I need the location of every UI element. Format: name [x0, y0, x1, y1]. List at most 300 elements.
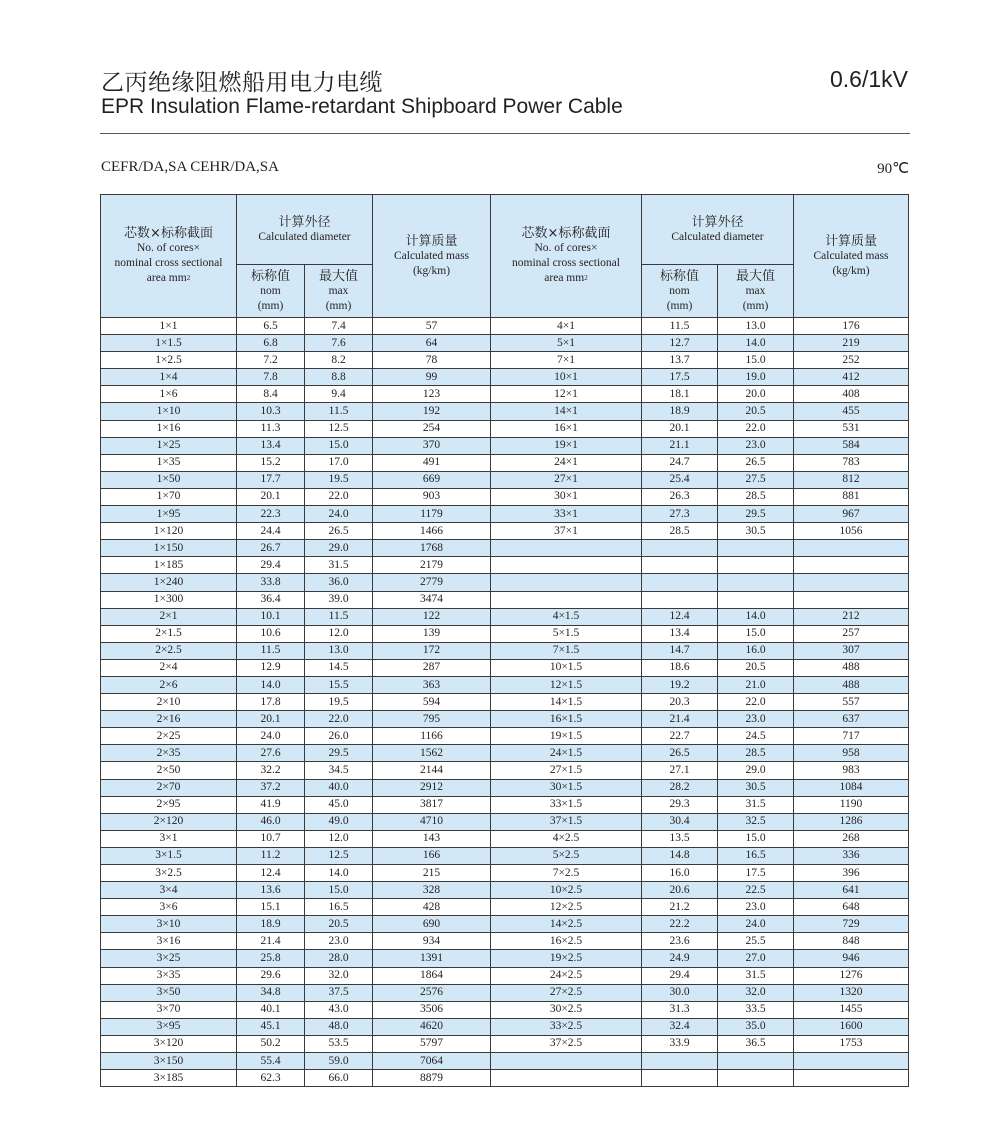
left-cores-cell: 1×150 [101, 540, 237, 557]
left-mass-cell: 192 [373, 403, 491, 420]
right-mass-cell: 848 [794, 933, 909, 950]
right-nom-diameter-cell: 12.4 [642, 608, 718, 625]
right-mass-cell: 983 [794, 762, 909, 779]
left-mass-cell: 215 [373, 865, 491, 882]
left-mass-cell: 64 [373, 335, 491, 352]
table-row [101, 506, 909, 523]
left-mass-cell: 491 [373, 454, 491, 471]
right-max-diameter-cell: 32.5 [718, 813, 794, 830]
left-cores-cell: 3×25 [101, 950, 237, 967]
right-nom-diameter-cell: 18.6 [642, 659, 718, 676]
left-nom-diameter-cell: 10.7 [237, 830, 305, 847]
left-nom-diameter-cell: 13.4 [237, 437, 305, 454]
right-nom-diameter-cell: 24.7 [642, 454, 718, 471]
table-row [101, 1018, 909, 1035]
right-mass-cell: 1190 [794, 796, 909, 813]
table-row [101, 711, 909, 728]
table-row [101, 420, 909, 437]
left-cores-cell: 2×2.5 [101, 642, 237, 659]
left-mass-cell: 78 [373, 352, 491, 369]
left-nom-diameter-cell: 17.8 [237, 694, 305, 711]
right-cores-cell: 19×1.5 [491, 728, 642, 745]
right-nom-diameter-cell: 18.9 [642, 403, 718, 420]
right-nom-diameter-cell: 22.2 [642, 916, 718, 933]
left-mass-cell: 690 [373, 916, 491, 933]
right-cores-cell: 4×2.5 [491, 830, 642, 847]
table-row [101, 899, 909, 916]
right-mass-cell: 967 [794, 506, 909, 523]
left-mass-cell: 1179 [373, 506, 491, 523]
right-nom-diameter-cell [642, 1070, 718, 1087]
right-mass-cell [794, 1070, 909, 1087]
right-nom-diameter-cell: 21.1 [642, 437, 718, 454]
right-max-diameter-cell [718, 574, 794, 591]
right-nom-diameter-cell: 30.4 [642, 813, 718, 830]
right-max-diameter-cell: 30.5 [718, 523, 794, 540]
left-nom-diameter-cell: 11.2 [237, 847, 305, 864]
right-mass-cell [794, 557, 909, 574]
right-max-diameter-cell: 22.5 [718, 882, 794, 899]
left-nom-diameter-cell: 20.1 [237, 488, 305, 505]
right-nom-diameter-cell: 31.3 [642, 1001, 718, 1018]
table-row [101, 352, 909, 369]
right-cores-cell: 27×1.5 [491, 762, 642, 779]
left-max-diameter-cell: 29.0 [305, 540, 373, 557]
left-max-diameter-cell: 7.4 [305, 318, 373, 335]
right-cores-cell: 5×1.5 [491, 625, 642, 642]
left-nom-diameter-cell: 37.2 [237, 779, 305, 796]
left-mass-cell: 594 [373, 694, 491, 711]
table-row [101, 950, 909, 967]
header-divider [100, 133, 910, 134]
left-nom-diameter-cell: 6.8 [237, 335, 305, 352]
right-cores-cell: 4×1 [491, 318, 642, 335]
right-max-diameter-cell: 23.0 [718, 437, 794, 454]
left-mass-cell: 1466 [373, 523, 491, 540]
left-cores-cell: 2×25 [101, 728, 237, 745]
right-mass-cell: 881 [794, 488, 909, 505]
right-max-diameter-cell: 14.0 [718, 608, 794, 625]
table-row [101, 557, 909, 574]
right-mass-cell: 1084 [794, 779, 909, 796]
right-cores-cell [491, 1053, 642, 1070]
right-cores-cell: 27×2.5 [491, 984, 642, 1001]
table-row [101, 1070, 909, 1087]
header-mass-right: 计算质量 Calculated mass (kg/km) [794, 195, 909, 318]
right-mass-cell: 717 [794, 728, 909, 745]
right-max-diameter-cell [718, 1070, 794, 1087]
left-cores-cell: 1×16 [101, 420, 237, 437]
left-cores-cell: 3×35 [101, 967, 237, 984]
model-codes: CEFR/DA,SA CEHR/DA,SA [101, 159, 279, 175]
right-nom-diameter-cell: 14.7 [642, 642, 718, 659]
table-row [101, 916, 909, 933]
left-nom-diameter-cell: 11.3 [237, 420, 305, 437]
table-row [101, 403, 909, 420]
left-max-diameter-cell: 24.0 [305, 506, 373, 523]
left-mass-cell: 8879 [373, 1070, 491, 1087]
left-mass-cell: 7064 [373, 1053, 491, 1070]
left-mass-cell: 139 [373, 625, 491, 642]
right-cores-cell: 12×2.5 [491, 899, 642, 916]
left-mass-cell: 363 [373, 676, 491, 693]
right-mass-cell: 1276 [794, 967, 909, 984]
left-max-diameter-cell: 59.0 [305, 1053, 373, 1070]
left-mass-cell: 1562 [373, 745, 491, 762]
right-nom-diameter-cell [642, 1053, 718, 1070]
right-nom-diameter-cell: 17.5 [642, 369, 718, 386]
right-mass-cell: 488 [794, 676, 909, 693]
right-max-diameter-cell: 13.0 [718, 318, 794, 335]
left-max-diameter-cell: 11.5 [305, 403, 373, 420]
left-max-diameter-cell: 45.0 [305, 796, 373, 813]
left-cores-cell: 3×2.5 [101, 865, 237, 882]
left-cores-cell: 2×50 [101, 762, 237, 779]
right-nom-diameter-cell: 27.1 [642, 762, 718, 779]
left-cores-cell: 2×1 [101, 608, 237, 625]
left-max-diameter-cell: 15.0 [305, 882, 373, 899]
left-cores-cell: 3×70 [101, 1001, 237, 1018]
table-row [101, 745, 909, 762]
left-cores-cell: 2×120 [101, 813, 237, 830]
left-cores-cell: 3×10 [101, 916, 237, 933]
left-mass-cell: 328 [373, 882, 491, 899]
right-max-diameter-cell: 28.5 [718, 488, 794, 505]
left-cores-cell: 2×70 [101, 779, 237, 796]
left-max-diameter-cell: 23.0 [305, 933, 373, 950]
table-body [101, 318, 909, 1087]
right-cores-cell: 24×2.5 [491, 967, 642, 984]
left-max-diameter-cell: 48.0 [305, 1018, 373, 1035]
table-row [101, 762, 909, 779]
page-title-en: EPR Insulation Flame-retardant Shipboard Power Cable [101, 95, 623, 118]
left-mass-cell: 428 [373, 899, 491, 916]
left-nom-diameter-cell: 13.6 [237, 882, 305, 899]
right-max-diameter-cell: 20.5 [718, 659, 794, 676]
header-mass-left: 计算质量 Calculated mass (kg/km) [373, 195, 491, 318]
table-row [101, 454, 909, 471]
right-mass-cell: 1320 [794, 984, 909, 1001]
right-cores-cell: 33×1.5 [491, 796, 642, 813]
table-row [101, 967, 909, 984]
right-nom-diameter-cell: 21.4 [642, 711, 718, 728]
right-max-diameter-cell: 15.0 [718, 352, 794, 369]
left-max-diameter-cell: 66.0 [305, 1070, 373, 1087]
right-nom-diameter-cell: 26.5 [642, 745, 718, 762]
right-cores-cell: 30×1.5 [491, 779, 642, 796]
header-diameter-right: 计算外径 Calculated diameter [642, 195, 794, 265]
left-max-diameter-cell: 17.0 [305, 454, 373, 471]
right-nom-diameter-cell: 24.9 [642, 950, 718, 967]
table-row [101, 847, 909, 864]
table-row [101, 523, 909, 540]
right-mass-cell: 212 [794, 608, 909, 625]
left-nom-diameter-cell: 14.0 [237, 676, 305, 693]
left-cores-cell: 1×50 [101, 471, 237, 488]
table-row [101, 984, 909, 1001]
right-cores-cell: 4×1.5 [491, 608, 642, 625]
table-row [101, 437, 909, 454]
table-row [101, 813, 909, 830]
right-cores-cell: 7×1 [491, 352, 642, 369]
left-nom-diameter-cell: 15.1 [237, 899, 305, 916]
header-cores-right: 芯数×标称截面 No. of cores× nominal cross sectional area $mm^2$ [491, 195, 642, 318]
left-mass-cell: 2179 [373, 557, 491, 574]
left-nom-diameter-cell: 22.3 [237, 506, 305, 523]
right-nom-diameter-cell: 27.3 [642, 506, 718, 523]
left-cores-cell: 3×50 [101, 984, 237, 1001]
left-cores-cell: 1×10 [101, 403, 237, 420]
left-nom-diameter-cell: 41.9 [237, 796, 305, 813]
left-max-diameter-cell: 32.0 [305, 967, 373, 984]
left-cores-cell: 1×95 [101, 506, 237, 523]
right-max-diameter-cell: 31.5 [718, 967, 794, 984]
left-mass-cell: 166 [373, 847, 491, 864]
right-max-diameter-cell: 29.5 [718, 506, 794, 523]
left-mass-cell: 99 [373, 369, 491, 386]
right-mass-cell: 531 [794, 420, 909, 437]
left-cores-cell: 3×4 [101, 882, 237, 899]
left-mass-cell: 4620 [373, 1018, 491, 1035]
left-nom-diameter-cell: 25.8 [237, 950, 305, 967]
right-nom-diameter-cell: 22.7 [642, 728, 718, 745]
left-cores-cell: 1×185 [101, 557, 237, 574]
table-row [101, 642, 909, 659]
right-nom-diameter-cell: 25.4 [642, 471, 718, 488]
right-max-diameter-cell: 35.0 [718, 1018, 794, 1035]
right-mass-cell: 257 [794, 625, 909, 642]
table-row [101, 540, 909, 557]
left-cores-cell: 1×6 [101, 386, 237, 403]
right-max-diameter-cell: 14.0 [718, 335, 794, 352]
table-row [101, 676, 909, 693]
left-max-diameter-cell: 19.5 [305, 694, 373, 711]
right-cores-cell: 33×1 [491, 506, 642, 523]
table-row [101, 796, 909, 813]
left-cores-cell: 2×4 [101, 659, 237, 676]
left-nom-diameter-cell: 10.1 [237, 608, 305, 625]
right-mass-cell [794, 574, 909, 591]
left-nom-diameter-cell: 29.6 [237, 967, 305, 984]
right-mass-cell: 1753 [794, 1035, 909, 1052]
table-row [101, 779, 909, 796]
right-nom-diameter-cell [642, 540, 718, 557]
right-mass-cell: 1286 [794, 813, 909, 830]
left-cores-cell: 2×35 [101, 745, 237, 762]
table-row [101, 608, 909, 625]
right-max-diameter-cell: 36.5 [718, 1035, 794, 1052]
left-max-diameter-cell: 9.4 [305, 386, 373, 403]
right-max-diameter-cell: 28.5 [718, 745, 794, 762]
right-cores-cell: 37×1 [491, 523, 642, 540]
right-max-diameter-cell [718, 591, 794, 608]
left-nom-diameter-cell: 7.2 [237, 352, 305, 369]
right-mass-cell: 958 [794, 745, 909, 762]
left-max-diameter-cell: 14.0 [305, 865, 373, 882]
table-row [101, 1035, 909, 1052]
header-max-left: 最大值 max (mm) [305, 265, 373, 318]
right-nom-diameter-cell: 13.7 [642, 352, 718, 369]
right-cores-cell: 24×1.5 [491, 745, 642, 762]
right-max-diameter-cell [718, 557, 794, 574]
table-row [101, 471, 909, 488]
right-cores-cell [491, 574, 642, 591]
right-mass-cell: 641 [794, 882, 909, 899]
right-nom-diameter-cell [642, 557, 718, 574]
left-nom-diameter-cell: 17.7 [237, 471, 305, 488]
right-mass-cell [794, 1053, 909, 1070]
right-max-diameter-cell: 19.0 [718, 369, 794, 386]
right-cores-cell: 19×2.5 [491, 950, 642, 967]
right-cores-cell: 10×1.5 [491, 659, 642, 676]
left-max-diameter-cell: 53.5 [305, 1035, 373, 1052]
left-nom-diameter-cell: 18.9 [237, 916, 305, 933]
right-max-diameter-cell: 27.0 [718, 950, 794, 967]
left-mass-cell: 57 [373, 318, 491, 335]
right-max-diameter-cell: 25.5 [718, 933, 794, 950]
left-mass-cell: 3506 [373, 1001, 491, 1018]
header-max-right: 最大值 max (mm) [718, 265, 794, 318]
left-mass-cell: 3817 [373, 796, 491, 813]
right-cores-cell: 37×1.5 [491, 813, 642, 830]
right-nom-diameter-cell: 16.0 [642, 865, 718, 882]
left-cores-cell: 1×25 [101, 437, 237, 454]
right-nom-diameter-cell: 33.9 [642, 1035, 718, 1052]
right-mass-cell: 176 [794, 318, 909, 335]
table-row [101, 933, 909, 950]
right-max-diameter-cell: 15.0 [718, 830, 794, 847]
right-mass-cell: 396 [794, 865, 909, 882]
temperature-rating: 90℃ [877, 161, 909, 177]
left-max-diameter-cell: 15.5 [305, 676, 373, 693]
left-max-diameter-cell: 8.8 [305, 369, 373, 386]
right-max-diameter-cell [718, 540, 794, 557]
header-diameter-left: 计算外径 Calculated diameter [237, 195, 373, 265]
left-cores-cell: 3×16 [101, 933, 237, 950]
header-nom-right: 标称值 nom (mm) [642, 265, 718, 318]
right-nom-diameter-cell: 23.6 [642, 933, 718, 950]
right-mass-cell: 219 [794, 335, 909, 352]
right-nom-diameter-cell: 21.2 [642, 899, 718, 916]
left-mass-cell: 1864 [373, 967, 491, 984]
left-max-diameter-cell: 28.0 [305, 950, 373, 967]
left-nom-diameter-cell: 24.4 [237, 523, 305, 540]
table-row [101, 386, 909, 403]
table-row [101, 369, 909, 386]
right-max-diameter-cell: 21.0 [718, 676, 794, 693]
left-cores-cell: 1×240 [101, 574, 237, 591]
right-nom-diameter-cell: 20.3 [642, 694, 718, 711]
right-nom-diameter-cell: 28.5 [642, 523, 718, 540]
left-max-diameter-cell: 40.0 [305, 779, 373, 796]
left-mass-cell: 123 [373, 386, 491, 403]
left-max-diameter-cell: 15.0 [305, 437, 373, 454]
right-max-diameter-cell: 27.5 [718, 471, 794, 488]
right-max-diameter-cell: 24.5 [718, 728, 794, 745]
left-nom-diameter-cell: 24.0 [237, 728, 305, 745]
table-row [101, 830, 909, 847]
cable-spec-table [100, 194, 909, 1087]
left-mass-cell: 1166 [373, 728, 491, 745]
left-max-diameter-cell: 22.0 [305, 488, 373, 505]
left-cores-cell: 3×150 [101, 1053, 237, 1070]
left-nom-diameter-cell: 12.9 [237, 659, 305, 676]
left-nom-diameter-cell: 62.3 [237, 1070, 305, 1087]
left-nom-diameter-cell: 6.5 [237, 318, 305, 335]
right-cores-cell: 19×1 [491, 437, 642, 454]
right-nom-diameter-cell: 29.3 [642, 796, 718, 813]
left-cores-cell: 1×120 [101, 523, 237, 540]
header-nom-left: 标称值 nom (mm) [237, 265, 305, 318]
left-cores-cell: 2×1.5 [101, 625, 237, 642]
left-mass-cell: 254 [373, 420, 491, 437]
right-cores-cell: 12×1.5 [491, 676, 642, 693]
right-nom-diameter-cell: 19.2 [642, 676, 718, 693]
left-max-diameter-cell: 8.2 [305, 352, 373, 369]
left-max-diameter-cell: 14.5 [305, 659, 373, 676]
voltage-rating: 0.6/1kV [830, 66, 908, 92]
left-cores-cell: 3×6 [101, 899, 237, 916]
left-cores-cell: 1×300 [101, 591, 237, 608]
table-row [101, 865, 909, 882]
left-max-diameter-cell: 16.5 [305, 899, 373, 916]
left-nom-diameter-cell: 55.4 [237, 1053, 305, 1070]
left-max-diameter-cell: 11.5 [305, 608, 373, 625]
left-max-diameter-cell: 31.5 [305, 557, 373, 574]
right-mass-cell: 1455 [794, 1001, 909, 1018]
right-max-diameter-cell: 16.0 [718, 642, 794, 659]
right-max-diameter-cell: 31.5 [718, 796, 794, 813]
right-mass-cell: 1056 [794, 523, 909, 540]
left-nom-diameter-cell: 10.6 [237, 625, 305, 642]
left-mass-cell: 2144 [373, 762, 491, 779]
left-max-diameter-cell: 26.5 [305, 523, 373, 540]
left-max-diameter-cell: 34.5 [305, 762, 373, 779]
right-cores-cell: 14×1.5 [491, 694, 642, 711]
right-mass-cell: 268 [794, 830, 909, 847]
left-max-diameter-cell: 12.5 [305, 420, 373, 437]
left-nom-diameter-cell: 33.8 [237, 574, 305, 591]
left-nom-diameter-cell: 40.1 [237, 1001, 305, 1018]
right-nom-diameter-cell: 28.2 [642, 779, 718, 796]
left-max-diameter-cell: 13.0 [305, 642, 373, 659]
left-cores-cell: 3×1.5 [101, 847, 237, 864]
right-cores-cell: 7×1.5 [491, 642, 642, 659]
left-mass-cell: 5797 [373, 1035, 491, 1052]
left-mass-cell: 3474 [373, 591, 491, 608]
right-mass-cell: 307 [794, 642, 909, 659]
right-mass-cell: 252 [794, 352, 909, 369]
left-cores-cell: 1×35 [101, 454, 237, 471]
table-row [101, 574, 909, 591]
right-mass-cell: 783 [794, 454, 909, 471]
left-mass-cell: 795 [373, 711, 491, 728]
right-max-diameter-cell: 20.5 [718, 403, 794, 420]
right-mass-cell [794, 591, 909, 608]
right-nom-diameter-cell [642, 574, 718, 591]
left-cores-cell: 3×185 [101, 1070, 237, 1087]
left-max-diameter-cell: 12.0 [305, 830, 373, 847]
right-max-diameter-cell: 20.0 [718, 386, 794, 403]
left-max-diameter-cell: 49.0 [305, 813, 373, 830]
left-max-diameter-cell: 39.0 [305, 591, 373, 608]
left-max-diameter-cell: 12.0 [305, 625, 373, 642]
right-nom-diameter-cell: 29.4 [642, 967, 718, 984]
left-max-diameter-cell: 12.5 [305, 847, 373, 864]
right-cores-cell: 24×1 [491, 454, 642, 471]
right-cores-cell: 16×2.5 [491, 933, 642, 950]
left-nom-diameter-cell: 8.4 [237, 386, 305, 403]
